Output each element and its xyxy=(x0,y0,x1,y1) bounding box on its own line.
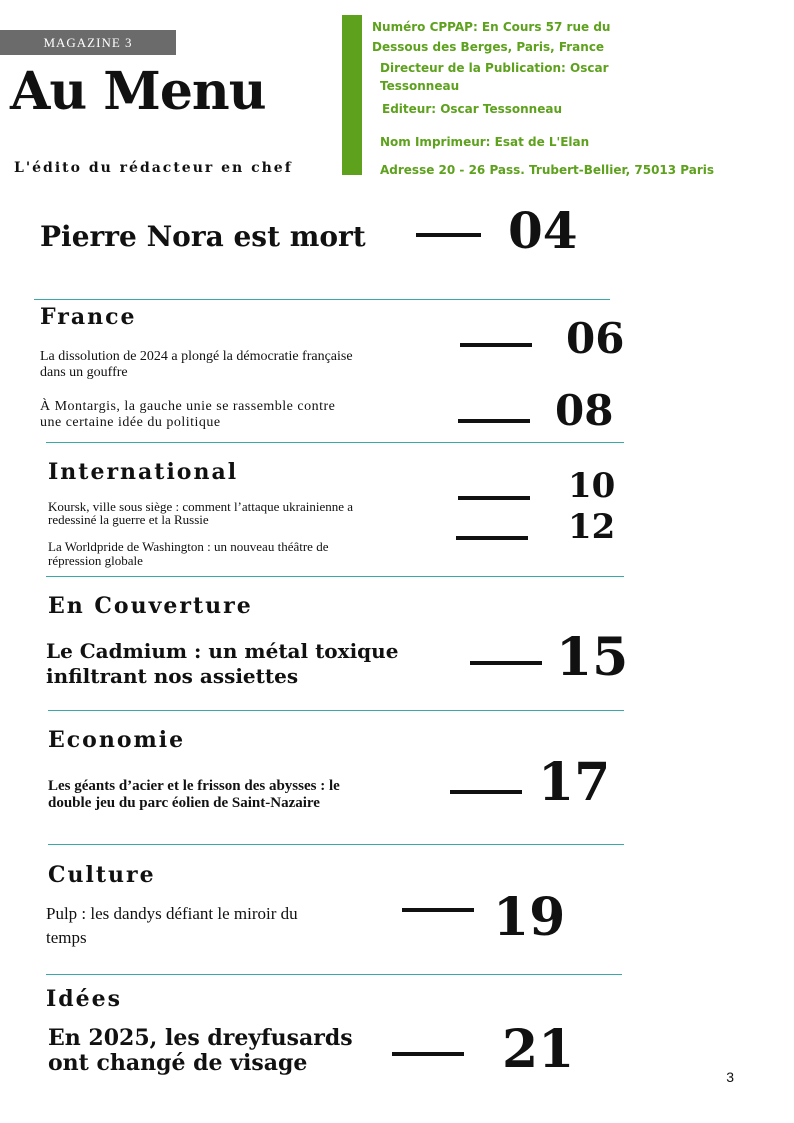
divider xyxy=(46,576,624,577)
divider xyxy=(48,710,624,711)
france-article-1-dash xyxy=(460,343,532,347)
france-article-1-page: 06 xyxy=(566,314,625,363)
address-line: Adresse 20 - 26 Pass. Trubert-Bellier, 75013 Paris xyxy=(380,163,715,177)
france-article-2-line-1[interactable]: À Montargis, la gauche unie se rassemble contre xyxy=(40,399,336,414)
divider xyxy=(34,299,610,300)
international-article-1-page: 10 xyxy=(568,466,616,506)
international-article-2-line-1[interactable]: La Worldpride de Washington : un nouveau théâtre de xyxy=(48,539,329,554)
section-economie: Economie xyxy=(48,727,186,753)
page-subtitle: L'édito du rédacteur en chef xyxy=(14,160,293,176)
france-article-2-line-2[interactable]: une certaine idée du politique xyxy=(40,415,221,430)
international-article-1-line-2[interactable]: redessiné la guerre et la Russie xyxy=(48,512,209,527)
printer-line: Nom Imprimeur: Esat de L'Elan xyxy=(380,135,590,149)
magazine-badge: MAGAZINE 3 xyxy=(0,30,176,55)
culture-article-line-2[interactable]: temps xyxy=(46,928,87,947)
divider xyxy=(48,844,624,845)
international-article-1-dash xyxy=(458,496,530,500)
international-article-1-line-1[interactable]: Koursk, ville sous siège : comment l’attaque ukrainienne a xyxy=(48,499,354,514)
idees-article-line-2[interactable]: ont changé de visage xyxy=(48,1050,308,1076)
couverture-article-line-1[interactable]: Le Cadmium : un métal toxique xyxy=(46,639,399,663)
section-idees: Idées xyxy=(46,986,123,1012)
page-title: Au Menu xyxy=(10,61,266,122)
cppap-line-1: Numéro CPPAP: En Cours 57 rue du xyxy=(372,20,611,34)
france-article-1-line-2[interactable]: dans un gouffre xyxy=(40,365,128,380)
section-france: France xyxy=(40,304,137,330)
director-line-2: Tessonneau xyxy=(380,79,460,93)
section-couverture: En Couverture xyxy=(48,593,253,619)
editor-line: Editeur: Oscar Tessonneau xyxy=(382,102,562,116)
divider xyxy=(46,974,622,975)
director-line-1: Directeur de la Publication: Oscar xyxy=(380,61,609,75)
economie-article-line-2[interactable]: double jeu du parc éolien de Saint-Nazaire xyxy=(48,795,320,811)
couverture-page: 15 xyxy=(556,627,629,688)
headline-page: 04 xyxy=(508,201,578,260)
international-article-2-dash xyxy=(456,536,528,540)
culture-page: 19 xyxy=(493,887,566,948)
idees-page: 21 xyxy=(502,1019,575,1080)
international-article-2-line-2[interactable]: répression globale xyxy=(48,553,143,568)
section-international: International xyxy=(48,459,239,485)
headline-dash xyxy=(416,233,481,237)
section-culture: Culture xyxy=(48,862,156,888)
france-article-1-line-1[interactable]: La dissolution de 2024 a plongé la démocratie française xyxy=(40,349,353,364)
idees-article-line-1[interactable]: En 2025, les dreyfusards xyxy=(48,1025,353,1051)
international-article-2-page: 12 xyxy=(568,507,616,547)
france-article-2-dash xyxy=(458,419,530,423)
accent-bar xyxy=(342,15,362,175)
idees-dash xyxy=(392,1052,464,1056)
divider xyxy=(46,442,624,443)
cppap-line-2: Dessous des Berges, Paris, France xyxy=(372,40,605,54)
economie-article-line-1[interactable]: Les géants d’acier et le frisson des abysses : le xyxy=(48,778,340,794)
couverture-article-line-2[interactable]: infiltrant nos assiettes xyxy=(46,664,299,688)
economie-dash xyxy=(450,790,522,794)
couverture-dash xyxy=(470,661,542,665)
headline-title[interactable]: Pierre Nora est mort xyxy=(40,220,366,253)
page-number: 3 xyxy=(726,1069,734,1085)
culture-dash xyxy=(402,908,474,912)
france-article-2-page: 08 xyxy=(555,386,614,435)
economie-page: 17 xyxy=(538,752,611,813)
culture-article-line-1[interactable]: Pulp : les dandys défiant le miroir du xyxy=(46,904,298,923)
